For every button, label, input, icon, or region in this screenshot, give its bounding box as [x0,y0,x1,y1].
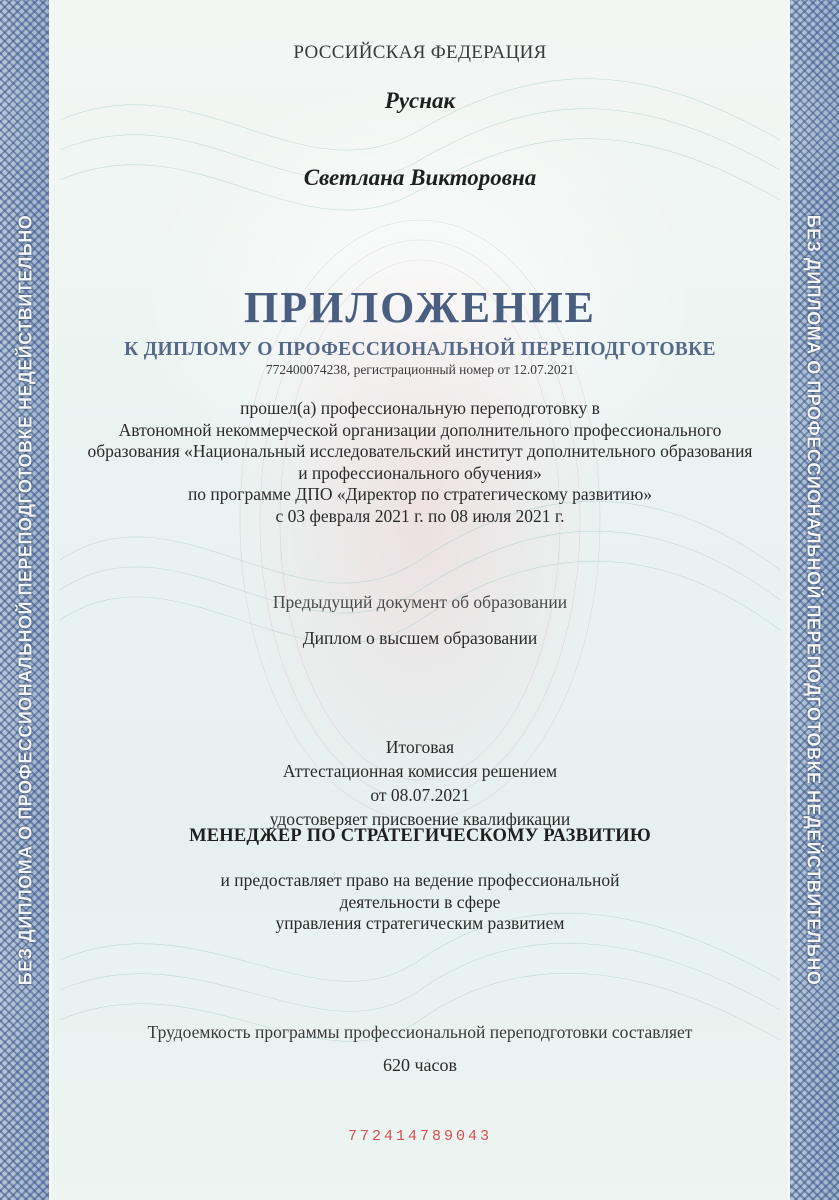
document-subtitle: К ДИПЛОМУ О ПРОФЕССИОНАЛЬНОЙ ПЕРЕПОДГОТОВКЕ [124,339,716,360]
document-content [60,0,780,1200]
final-line: Итоговая [385,737,455,757]
completion-line: с 03 февраля 2021 г. по 08 июля 2021 г. [275,505,565,526]
border-text-left: БЕЗ ДИПЛОМА О ПРОФЕССИОНАЛЬНОЙ ПЕРЕПОДГОТОВКЕ НЕДЕЙСТВИТЕЛЬНО [15,214,36,986]
holder-given-names: Светлана Викторовна [303,165,537,190]
document-title: ПРИЛОЖЕНИЕ [244,283,596,332]
final-attestation-block [60,735,780,831]
qualification-title: МЕНЕДЖЕР ПО СТРАТЕГИЧЕСКОМУ РАЗВИТИЮ [189,826,651,846]
completion-line: по программе ДПО «Директор по стратегическому развитию» [187,484,653,504]
final-line: Аттестационная комиссия решением [282,761,558,781]
final-line: от 08.07.2021 [370,785,470,805]
final-line: удостоверяет присвоение квалификации [269,809,571,829]
previous-document-label: Предыдущий документ об образовании [272,592,568,612]
program-hours: 620 часов [382,1055,458,1075]
security-border-right [787,0,839,1200]
completion-line: прошел(а) профессиональную переподготовку в [240,398,600,418]
rights-statement [60,870,780,935]
completion-line: и профессионального обучения» [298,462,542,483]
border-text-right: БЕЗ ДИПЛОМА О ПРОФЕССИОНАЛЬНОЙ ПЕРЕПОДГОТОВКЕ НЕДЕЙСТВИТЕЛЬНО [803,214,824,986]
completion-line: Автономной некоммерческой организации дополнительного профессионального [118,419,722,440]
rights-line: и предоставляет право на ведение профессиональной [220,870,620,890]
completion-statement [60,398,780,527]
previous-document: Диплом о высшем образовании [302,628,538,648]
country-heading: РОССИЙСКАЯ ФЕДЕРАЦИЯ [293,42,547,63]
completion-line: образования «Национальный исследовательский институт дополнительного образования [87,441,753,461]
serial-number: 772414789043 [347,1128,493,1145]
rights-line: деятельности в сфере [339,891,501,912]
rights-line: управления стратегическим развитием [275,913,565,933]
security-border-left [0,0,52,1200]
labor-intensity: Трудоемкость программы профессиональной переподготовки составляет [147,1022,693,1042]
holder-surname: Руснак [384,88,456,113]
registration-line: 772400074238, регистрационный номер от 12.07.2021 [265,362,575,377]
